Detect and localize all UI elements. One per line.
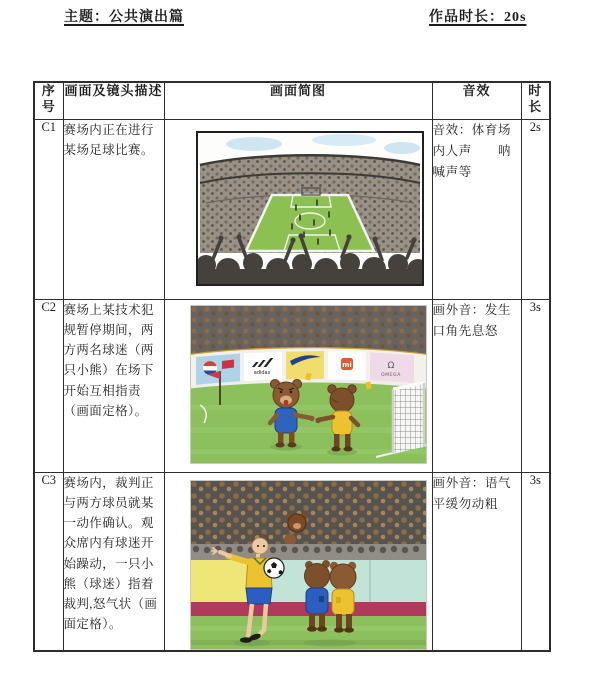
referee-and-two-bears-sketch [190, 480, 427, 650]
two-bear-fans-arguing-sketch [190, 305, 427, 464]
page-duration-title: 作品时长：20s [429, 10, 527, 25]
table-row [34, 119, 550, 299]
desc-cell: 赛场内正在进行某场足球比赛。 [63, 119, 164, 299]
header-sketch: 画面简图 [164, 82, 432, 119]
sketch-cell [164, 472, 432, 651]
desc-cell: 赛场上某技术犯规暂停期间，两方两名球迷（两只小熊）在场下开始互相指责（画面定格）。 [63, 299, 164, 472]
header-sound: 音效 [432, 82, 521, 119]
header-seq: 序号 [34, 82, 63, 119]
sketch-cell [164, 299, 432, 472]
header-duration: 时长 [521, 82, 550, 119]
duration-cell: 2s [521, 119, 550, 299]
sound-cell: 音效：体育场内人声 呐喊声等 [432, 119, 521, 299]
mi-board-label: mi [341, 360, 352, 369]
seq-cell: C3 [34, 472, 63, 651]
omega-board-label: OMEGA [380, 372, 401, 378]
page-topic-title: 主题：公共演出篇 [64, 10, 184, 25]
storyboard-table [33, 81, 551, 652]
duration-cell: 3s [521, 299, 550, 472]
header-desc: 画面及镜头描述 [63, 82, 164, 119]
stadium-crowd-soccer-match-sketch [196, 131, 424, 286]
adidas-board-label: adidas [253, 369, 270, 376]
omega-symbol: Ω [387, 360, 394, 371]
desc-cell: 赛场内，裁判正与两方球员就某一动作确认。观众席内有球迷开始躁动，一只小熊（球迷）指着裁判,怒气状（画面定格）。 [63, 472, 164, 651]
table-row [34, 472, 550, 651]
table-row [34, 299, 550, 472]
seq-cell: C2 [34, 299, 63, 472]
duration-cell: 3s [521, 472, 550, 651]
sketch-cell [164, 119, 432, 299]
table-header-row [34, 82, 550, 119]
seq-cell: C1 [34, 119, 63, 299]
sound-cell: 画外音：发生口角先息怒 [432, 299, 521, 472]
sound-cell: 画外音：语气平缓勿动粗 [432, 472, 521, 651]
